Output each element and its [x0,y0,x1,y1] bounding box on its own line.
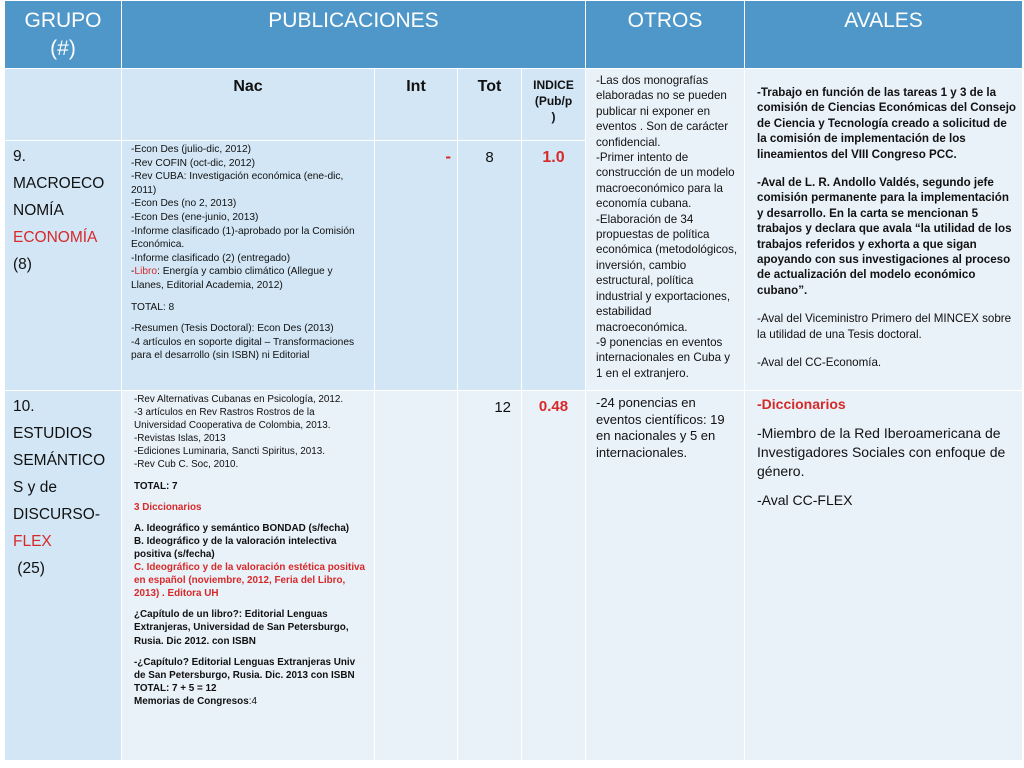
row10-nac-capitulo-2: -¿Capítulo? Editorial Lenguas Extranjeras Univ de San Petersburgo, Rusia. Dic. 2013 con ISBN [134,656,356,681]
subheader-tot [457,68,521,140]
libro-prefix: - [131,266,135,278]
header-otros [585,0,744,68]
row9-nac-item: -Informe clasificado (2) (entregado) [131,252,291,264]
memorias-label: Memorias de Congresos [134,695,249,707]
row9-nac-total: TOTAL: 8 [131,301,175,313]
subheader-indice-l2: (Pub/p [534,94,573,108]
header-avales [744,0,1022,68]
row10-nac-dic-c: C. Ideográfico y de la valoración estética positiva en español (noviembre, 2012, Feria del Libro, 2013) . Editora UH [134,562,366,600]
row10-indice [521,390,585,760]
header-grupo [4,0,121,68]
row10-grupo-l2: ESTUDIOS [13,425,93,442]
row10-nac [121,390,374,760]
row9-nac [121,140,374,390]
row9-aval-3: -Aval del Viceministro Primero del MINCEX sobre la utilidad de una Tesis doctoral. [757,312,1012,341]
row10-grupo-l5: DISCURSO- [13,506,100,523]
row9-aval-4: -Aval del CC-Economía. [757,356,882,370]
row9-grupo-l2: MACROECO [13,175,105,192]
row10-grupo-l7: (25) [13,560,45,577]
row9-nac-resumen: -Resumen (Tesis Doctoral): Econ Des (2013) [131,323,334,335]
libro-word: Libro [134,266,158,278]
row10-indice-value: 0.48 [538,398,569,415]
row9-nac-item: -Econ Des (ene-junio, 2013) [131,211,259,223]
header-publicaciones [121,0,585,68]
subheader-tot-label: Tot [477,78,502,95]
libro-rest: : Energía y cambio climático (Allegue y Llanes, Editorial Academia, 2012) [131,266,333,291]
row10-grupo-l6: FLEX [13,533,52,550]
row10-nac-item: -Ediciones Luminaria, Sancti Spiritus, 2013. [134,446,326,458]
row9-otros-item: -Las dos monografías elaboradas no se pueden publicar ni exponer en eventos . Son de carácter confidencial. [596,74,729,149]
header-otros-label: OTROS [627,9,703,32]
row9-otros-item: -9 ponencias en eventos internacionales en Cuba y 1 en el extranjero. [596,335,731,380]
row10-nac-diccionarios: 3 Diccionarios [134,501,202,513]
row9-otros [585,68,744,390]
row10-otros-item: -24 ponencias en eventos científicos: 19 en nacionales y 5 en internacionales. [596,395,725,460]
subheader-indice-l3: ) [551,110,556,124]
memorias-value: :4 [248,695,257,707]
subheader-nac [121,68,374,140]
row9-indice [521,140,585,390]
row9-grupo-l1: 9. [13,148,26,165]
row9-tot-value: 8 [485,149,494,166]
row9-nac-libro [131,265,368,292]
header-grupo-line1: GRUPO [24,9,102,32]
subheader-indice [521,68,585,140]
header-grupo-line2: (#) [50,37,76,60]
row10-nac-item: -Rev Alternativas Cubanas en Psicología, 2012. [134,394,344,405]
subheader-indice-l1: INDICE [533,78,574,92]
row10-otros [585,390,744,760]
row9-nac-item: -Informe clasificado (1)-aprobado por la Comisión Económica. [131,225,355,251]
row9-nac-item: -Rev CUBA: Investigación económica (ene-dic, 2011) [131,171,344,196]
row9-tot [457,140,521,390]
row9-aval-2: -Aval de L. R. Andollo Valdés, segundo jefe comisión permanente para la implementación y desarrollo. En la carta se mencionan 5 trabajos y declara que avala “la utilidad de los trabajos referidos y exhorta a que sigan apoyando con sus investigaciones al proceso de actualización del modelo económico cubano”. [757,176,1012,297]
subheader-nac-label: Nac [233,78,263,95]
row10-nac-item: -Rev Cub C. Soc, 2010. [134,459,239,471]
header-avales-label: AVALES [844,9,923,32]
row10-int [374,390,457,760]
publications-table [4,0,1022,760]
row9-nac-item: -Econ Des (julio-dic, 2012) [131,144,252,155]
row9-otros-item: -Primer intento de construcción de un modelo macroeconómico para la economía cubana. [596,151,735,211]
row9-int-value: - [445,147,451,166]
row10-avales [744,390,1022,760]
row10-nac-memorias [134,695,368,708]
row10-aval-2: -Miembro de la Red Iberoamericana de Investigadores Sociales con enfoque de género. [757,425,1006,479]
row10-nac-dic-a: A. Ideográfico y semántico BONDAD (s/fecha) [134,522,350,534]
row9-avales [744,68,1022,390]
subheader-grupo-empty [4,68,121,140]
row9-otros-item: -Elaboración de 34 propuestas de política económica (metodológicos, inversión, cambio estructural, política industrial y exportaciones, estabilidad macroeconómica. [596,212,738,334]
row10-nac-item: -3 artículos en Rev Rastros Rostros de la Universidad Cooperativa de Colombia, 2013. [134,407,331,432]
row9-grupo [4,140,121,390]
row10-grupo [4,390,121,760]
row10-aval-3: -Aval CC-FLEX [757,492,853,508]
row10-nac-total2: TOTAL: 7 + 5 = 12 [134,682,217,694]
row10-nac-dic-b: B. Ideográfico y de la valoración intelectiva positiva (s/fecha) [134,535,337,560]
row9-grupo-l5: (8) [13,256,32,273]
row9-grupo-l3: NOMÍA [13,202,64,219]
row9-nac-item: -Rev COFIN (oct-dic, 2012) [131,157,255,169]
row10-grupo-l4: S y de [13,479,57,496]
header-publicaciones-label: PUBLICACIONES [268,9,439,32]
row10-tot-value: 12 [494,399,511,416]
row9-nac-item: -Econ Des (no 2, 2013) [131,198,237,210]
row9-aval-1: -Trabajo en función de las tareas 1 y 3 de la comisión de Ciencias Económicas del Consejo de Ciencia y Tecnología creado a solicitud de la comisión de implementación de los lineamientos del VIII Congreso PCC. [757,86,1017,161]
row9-grupo-l4: ECONOMÍA [13,229,98,246]
row9-nac-articulos: -4 artículos en soporte digital – Transformaciones para el desarrollo (sin ISBN) ni Editorial [131,336,355,362]
subheader-int-label: Int [406,78,426,95]
row9-int [374,140,457,390]
row10-grupo-l1: 10. [13,398,35,415]
row10-aval-1: -Diccionarios [757,396,846,412]
row9-indice-value: 1.0 [542,149,565,166]
row10-tot [457,390,521,760]
row10-nac-item: -Revistas Islas, 2013 [134,433,226,445]
row10-nac-total: TOTAL: 7 [134,480,178,492]
row10-grupo-l3: SEMÁNTICO [13,452,106,469]
row10-nac-capitulo-1: ¿Capítulo de un libro?: Editorial Lenguas Extranjeras, Universidad de San Petersburgo, Rusia. Dic 2012. con ISBN [134,609,349,647]
subheader-int [374,68,457,140]
